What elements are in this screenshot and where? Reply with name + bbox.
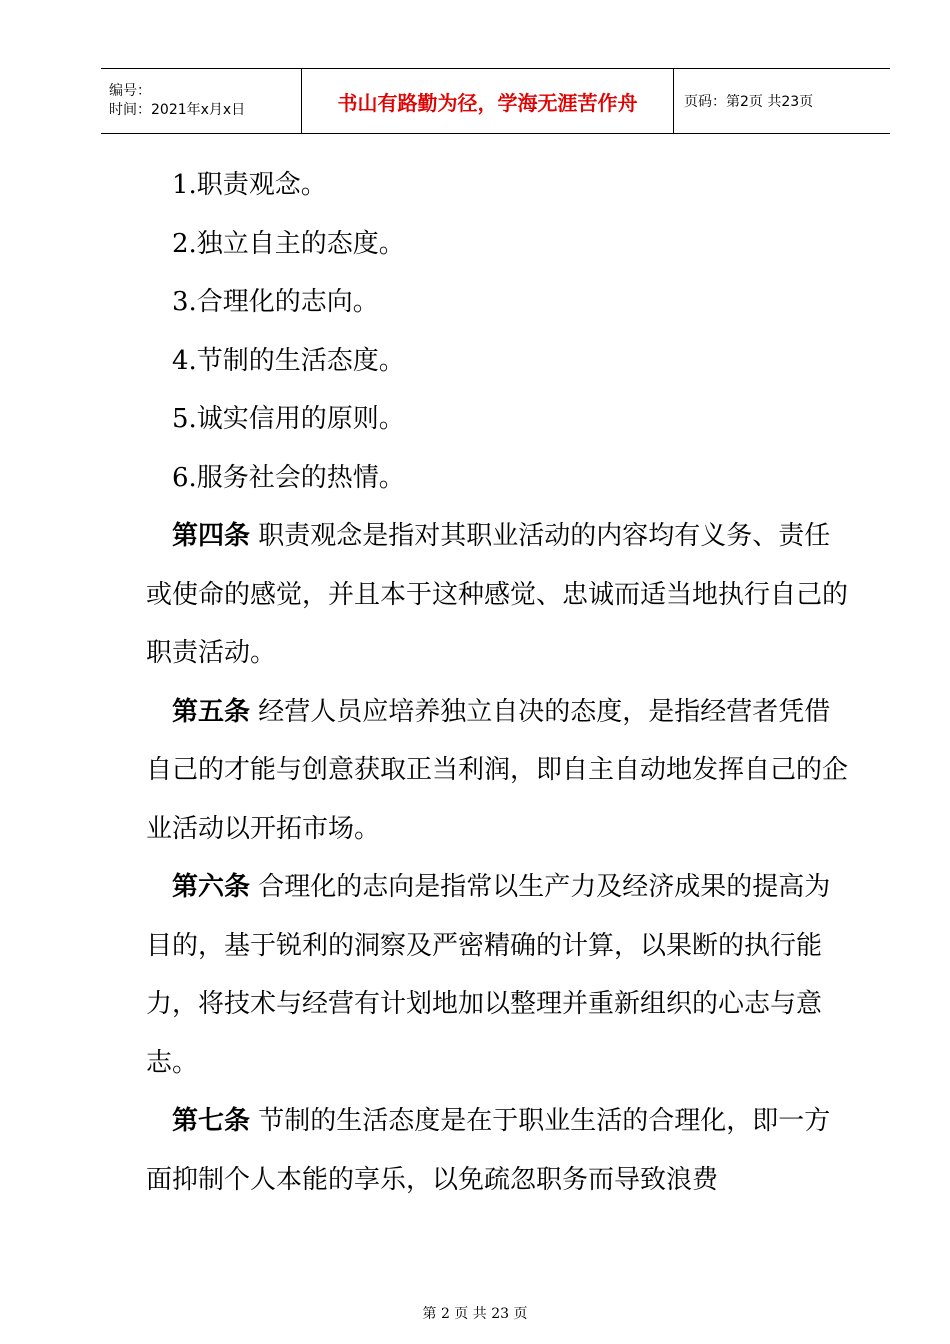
list-item: 3.合理化的志向。 — [172, 287, 379, 317]
article-label: 第四条 — [172, 521, 251, 551]
article-paragraph — [146, 858, 856, 1092]
list-item: 5.诚实信用的原则。 — [172, 404, 405, 434]
time-label: 时间：2021年x月x日 — [109, 102, 246, 118]
article-text: 节制的生活态度是在于职业生活的合理化，即一方面抑制个人本能的享乐，以免疏忽职务而导致浪费 — [146, 1106, 831, 1195]
article-text: 合理化的志向是指常以生产力及经济成果的提高为目的，基于锐利的洞察及严密精确的计算，以果断的执行能力，将技术与经营有计划地加以整理并重新组织的心志与意志。 — [146, 872, 831, 1078]
number-label: 编号： — [109, 83, 151, 99]
article-text: 职责观念是指对其职业活动的内容均有义务、责任或使命的感觉，并且本于这种感觉、忠诚而适当地执行自己的职责活动。 — [146, 521, 849, 668]
page-footer: 第 2 页 共 23 页 — [422, 1306, 528, 1322]
article-paragraph — [146, 1092, 856, 1209]
article-label: 第六条 — [172, 872, 251, 902]
list-item: 4.节制的生活态度。 — [172, 345, 405, 376]
article-paragraph — [146, 507, 856, 683]
header-meta — [101, 69, 301, 133]
article-label: 第七条 — [172, 1106, 251, 1136]
document-body — [146, 156, 856, 1209]
page-header — [101, 68, 890, 134]
article-paragraph — [146, 683, 856, 859]
list-item: 6.服务社会的热情。 — [172, 462, 405, 493]
header-motto: 书山有路勤为径，学海无涯苦作舟 — [301, 69, 674, 133]
article-label: 第五条 — [172, 696, 251, 727]
list-item: 2.独立自主的态度。 — [172, 228, 405, 259]
article-text: 经营人员应培养独立自决的态度，是指经营者凭借自己的才能与创意获取正当利润，即自主自动地发挥自己的企业活动以开拓市场。 — [146, 696, 849, 844]
list-item: 1.职责观念。 — [172, 170, 327, 200]
header-page-label: 页码：第2页 共23页 — [684, 94, 814, 110]
